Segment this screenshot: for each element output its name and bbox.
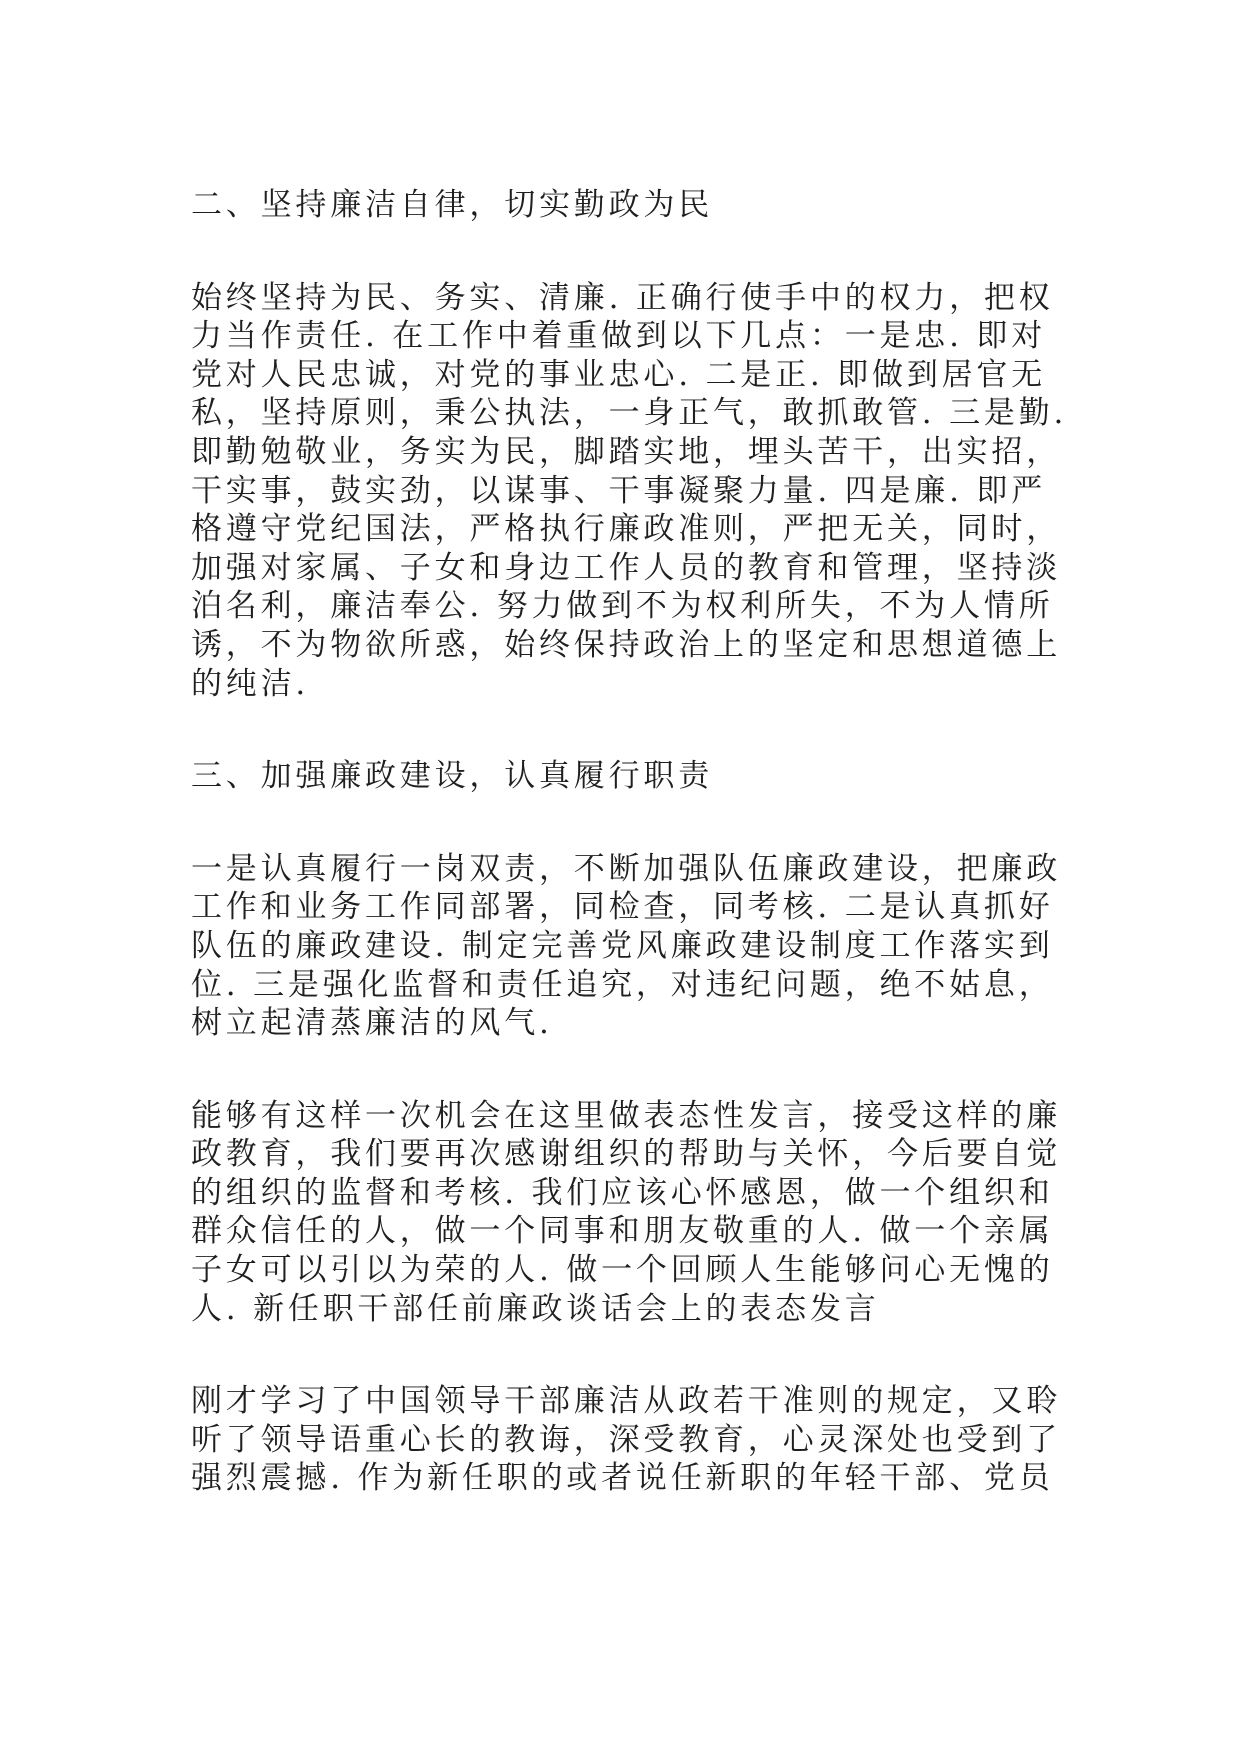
- text-line: 诱，不为物欲所惑，始终保持政治上的坚定和思想道德上: [191, 626, 1061, 663]
- text-line: 树立起清蒸廉洁的风气.: [191, 1005, 553, 1042]
- document-page: [191, 186, 1091, 1498]
- text-line: 能够有这样一次机会在这里做表态性发言，接受这样的廉: [191, 1097, 1061, 1134]
- text-line: 泊名利，廉洁奉公. 努力做到不为权利所失，不为人情所: [191, 588, 1054, 625]
- section-heading: [191, 757, 1091, 796]
- text-line: 力当作责任. 在工作中着重做到以下几点：一是忠. 即对: [191, 318, 1047, 355]
- section-heading: [191, 186, 1091, 225]
- text-line: 刚才学习了中国领导干部廉洁从政若干准则的规定，又聆: [191, 1383, 1061, 1420]
- body-paragraph: [191, 1097, 1091, 1329]
- text-line: 私，坚持原则，秉公执法，一身正气，敢抓敢管. 三是勤.: [191, 395, 1068, 432]
- heading-text: 三、加强廉政建设，认真履行职责: [191, 758, 713, 795]
- text-line: 子女可以引以为荣的人. 做一个回顾人生能够问心无愧的: [191, 1252, 1054, 1289]
- text-line: 始终坚持为民、务实、清廉. 正确行使手中的权力，把权: [191, 279, 1054, 316]
- text-line: 队伍的廉政建设. 制定完善党风廉政建设制度工作落实到: [191, 927, 1054, 964]
- text-line: 的纯洁.: [191, 665, 310, 702]
- text-line: 加强对家属、子女和身边工作人员的教育和管理，坚持淡: [191, 549, 1061, 586]
- body-paragraph: [191, 850, 1091, 1043]
- text-line: 一是认真履行一岗双责，不断加强队伍廉政建设，把廉政: [191, 850, 1061, 887]
- text-line: 政教育，我们要再次感谢组织的帮助与关怀，今后要自觉: [191, 1136, 1061, 1173]
- text-line: 的组织的监督和考核. 我们应该心怀感恩，做一个组织和: [191, 1174, 1054, 1211]
- text-line: 党对人民忠诚，对党的事业忠心. 二是正. 即做到居官无: [191, 356, 1047, 393]
- text-line: 即勤勉敬业，务实为民，脚踏实地，埋头苦干，出实招，: [191, 433, 1061, 470]
- text-line: 听了领导语重心长的教诲，深受教育，心灵深处也受到了: [191, 1421, 1061, 1458]
- text-line: 群众信任的人，做一个同事和朋友敬重的人. 做一个亲属: [191, 1213, 1054, 1250]
- text-line: 人. 新任职干部任前廉政谈话会上的表态发言: [191, 1290, 880, 1327]
- body-paragraph: [191, 279, 1091, 704]
- body-paragraph: [191, 1382, 1091, 1498]
- text-line: 强烈震撼. 作为新任职的或者说任新职的年轻干部、党员: [191, 1460, 1054, 1497]
- text-line: 工作和业务工作同部署，同检查，同考核. 二是认真抓好: [191, 889, 1054, 926]
- text-line: 格遵守党纪国法，严格执行廉政准则，严把无关，同时，: [191, 511, 1061, 548]
- text-line: 位. 三是强化监督和责任追究，对违纪问题，绝不姑息，: [191, 966, 1054, 1003]
- text-line: 干实事，鼓实劲，以谋事、干事凝聚力量. 四是廉. 即严: [191, 472, 1047, 509]
- heading-text: 二、坚持廉洁自律，切实勤政为民: [191, 187, 713, 223]
